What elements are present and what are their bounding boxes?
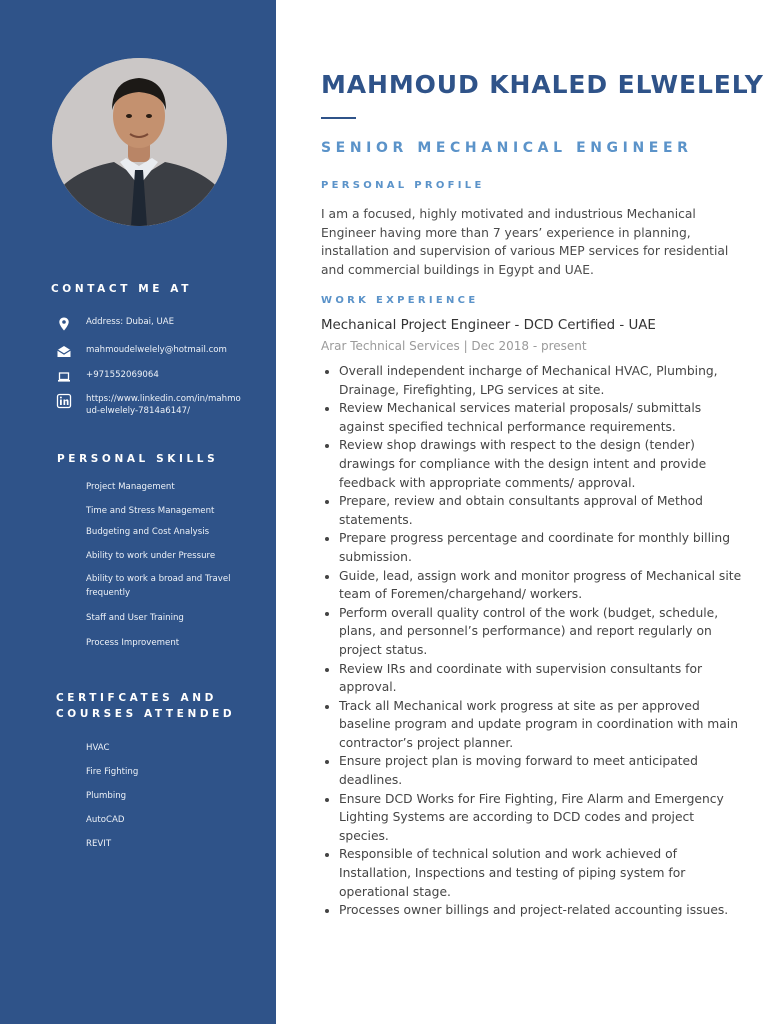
linkedin-icon xyxy=(56,393,72,409)
duty-item: • Responsible of technical solution and work achieved of Installation, Inspections and testing of piping system for operational stage. xyxy=(339,845,743,901)
contact-email-text[interactable]: mahmoudelwelely@hotmail.com xyxy=(86,345,227,355)
skill-item: Process Improvement xyxy=(86,638,180,648)
contact-phone-text: +971552069064 xyxy=(86,370,159,380)
laptop-icon xyxy=(56,369,72,385)
location-pin-icon xyxy=(56,316,72,332)
duty-item: • Overall independent incharge of Mechanical HVAC, Plumbing, Drainage, Firefighting, LPG services at site. xyxy=(339,362,743,399)
mail-icon xyxy=(56,344,72,360)
job-subtitle: SENIOR MECHANICAL ENGINEER xyxy=(321,140,693,156)
skill-item: Time and Stress Management xyxy=(86,506,215,516)
duty-item: • Ensure DCD Works for Fire Fighting, Fire Alarm and Emergency Lighting Systems are according to DCD codes and project species. xyxy=(339,790,743,846)
cert-item: Plumbing xyxy=(86,791,127,801)
skill-item: Budgeting and Cost Analysis xyxy=(86,527,210,537)
profile-heading: PERSONAL PROFILE xyxy=(321,180,485,191)
skill-item: Project Management xyxy=(86,482,175,492)
certs-heading-line2: COURSES ATTENDED xyxy=(56,708,236,720)
candidate-name: MAHMOUD KHALED ELWELELY xyxy=(321,70,764,99)
contact-heading: CONTACT ME AT xyxy=(51,283,192,295)
cert-item: Fire Fighting xyxy=(86,767,139,777)
duty-item: • Review Mechanical services material proposals/ submittals against specified technical performance requirements. xyxy=(339,399,743,436)
duty-item: • Prepare progress percentage and coordinate for monthly billing submission. xyxy=(339,529,743,566)
profile-photo xyxy=(52,58,227,226)
duty-item: • Prepare, review and obtain consultants approval of Method statements. xyxy=(339,492,743,529)
cert-item: AutoCAD xyxy=(86,815,125,825)
job-title: Mechanical Project Engineer - DCD Certified - UAE xyxy=(321,318,656,333)
skills-heading: PERSONAL SKILLS xyxy=(57,453,219,465)
duties-list xyxy=(321,362,743,920)
duty-item: • Processes owner billings and project-related accounting issues. xyxy=(339,901,743,920)
duty-item: • Perform overall quality control of the work (budget, schedule, plans, and personnel’s performance) and report regularly on project status. xyxy=(339,604,743,660)
cert-item: HVAC xyxy=(86,743,110,753)
duty-item: • Ensure project plan is moving forward to meet anticipated deadlines. xyxy=(339,752,743,789)
profile-text: I am a focused, highly motivated and industrious Mechanical Engineer having more than 7 years’ experience in planning, installation and supervision of various MEP services for residential and commercial buildings in Egypt and UAE. xyxy=(321,207,729,278)
sidebar xyxy=(0,0,276,1024)
certs-heading-line1: CERTIFCATES AND xyxy=(56,692,217,704)
duty-item: • Track all Mechanical work progress at site as per approved baseline program and update program in coordination with main contractor’s project planner. xyxy=(339,697,743,753)
skill-item: Ability to work under Pressure xyxy=(86,551,216,561)
cert-item: REVIT xyxy=(86,839,112,849)
title-divider xyxy=(321,117,356,119)
duty-item: • Review IRs and coordinate with supervision consultants for approval. xyxy=(339,660,743,697)
skill-item: Staff and User Training xyxy=(86,613,184,623)
duty-item: • Guide, lead, assign work and monitor progress of Mechanical site team of Foremen/chargehand/ workers. xyxy=(339,567,743,604)
contact-address-text: Address: Dubai, UAE xyxy=(86,317,175,327)
experience-heading: WORK EXPERIENCE xyxy=(321,295,479,306)
job-meta: Arar Technical Services | Dec 2018 - present xyxy=(321,339,587,353)
duty-item: • Review shop drawings with respect to the design (tender) drawings for compliance with the design intent and provide feedback with appropriate comments/ approval. xyxy=(339,436,743,492)
skill-item: Ability to work a broad and Travel frequently xyxy=(86,574,231,598)
contact-linkedin-text[interactable]: https://www.linkedin.com/in/mahmoud-elwelely-7814a6147/ xyxy=(86,394,241,416)
